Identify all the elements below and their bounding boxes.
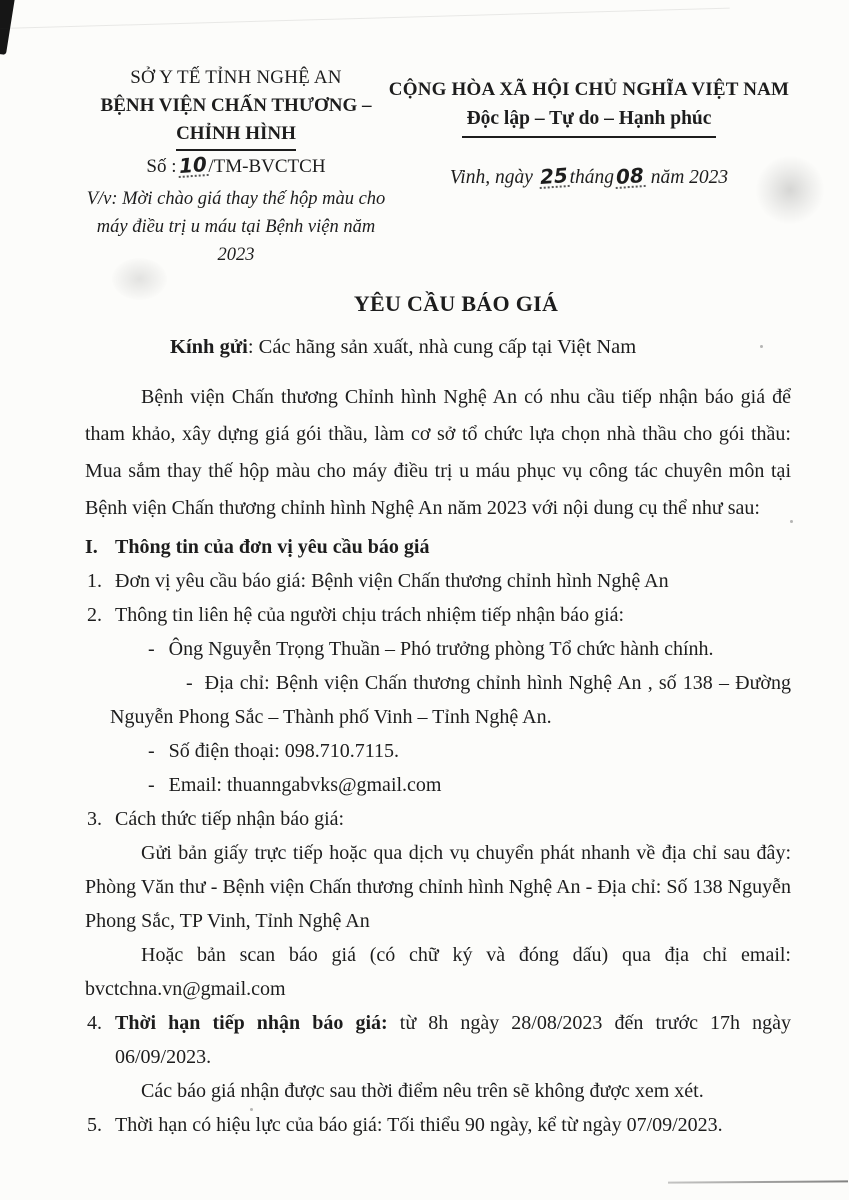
page-title: YÊU CẦU BÁO GIÁ	[353, 291, 559, 316]
list-item-1: 1. Đơn vị yêu cầu báo giá: Bệnh viện Chấn thương chỉnh hình Nghệ An	[87, 570, 669, 592]
handwritten-month: 08	[615, 163, 645, 189]
scan-corner-mark	[0, 0, 16, 55]
salutation: Kính gửi: Các hãng sản xuất, nhà cung cấp tại Việt Nam	[170, 336, 637, 358]
contact-email-line: - Email: thuanngabvks@gmail.com	[148, 774, 442, 796]
document-content	[85, 64, 791, 1142]
national-header-block	[387, 64, 791, 191]
place-date-line: Vinh, ngày 25tháng08 năm 2023	[449, 163, 729, 189]
salutation-label: Kính gửi	[170, 336, 248, 358]
deadline-label: Thời hạn tiếp nhận báo giá:	[115, 1012, 388, 1034]
document-number: Số :10/TM-BVCTCH	[146, 152, 326, 178]
hospital-name-line1: BỆNH VIỆN CHẤN THƯƠNG –	[100, 95, 372, 116]
subject-line: V/v: Mời chào giá thay thế hộp màu cho máy điều trị u máu tại Bệnh viện năm 2023	[86, 189, 386, 265]
handwritten-day: 25	[538, 163, 569, 189]
issuer-block	[85, 64, 387, 269]
contact-phone-line: - Số điện thoại: 098.710.7115.	[148, 740, 400, 762]
list-item-3: 3. Cách thức tiếp nhận báo giá:	[87, 808, 345, 830]
handwritten-doc-number: 10	[177, 152, 208, 178]
scan-streak	[668, 1180, 848, 1183]
contact-address-line: - Địa chỉ: Bệnh viện Chấn thương chỉnh hình Nghệ An , số 138 – Đường Nguyễn Phong Sắc – Thành phố Vinh – Tỉnh Nghệ An.	[110, 672, 791, 728]
list-item-2: 2. Thông tin liên hệ của người chịu trách nhiệm tiếp nhận báo giá:	[87, 604, 625, 626]
intro-paragraph: Bệnh viện Chấn thương Chỉnh hình Nghệ An có nhu cầu tiếp nhận báo giá để tham khảo, xây dựng giá gói thầu, làm cơ sở tổ chức lựa chọn nhà thầu cho gói thầu: Mua sắm thay thế hộp màu cho máy điều trị u máu phục vụ công tác chuyên môn tại Bệnh viện Chấn thương chỉnh hình Nghệ An năm 2023 với nội dung cụ thể như sau:	[85, 386, 791, 519]
independence-motto: Độc lập – Tự do – Hạnh phúc	[462, 106, 717, 138]
department-name: SỞ Y TẾ TỈNH NGHỆ AN	[130, 67, 342, 88]
contact-person-line: - Ông Nguyễn Trọng Thuần – Phó trưởng phòng Tổ chức hành chính.	[148, 638, 714, 660]
delivery-scan-paragraph: Hoặc bản scan báo giá (có chữ ký và đóng dấu) qua địa chỉ email: bvctchna.vn@gmail.com	[85, 944, 791, 1000]
scan-line-artifact	[0, 8, 730, 29]
list-item-5: 5. Thời hạn có hiệu lực của báo giá: Tối thiểu 90 ngày, kể từ ngày 07/09/2023.	[87, 1114, 723, 1136]
delivery-paper-paragraph: Gửi bản giấy trực tiếp hoặc qua dịch vụ chuyển phát nhanh về địa chỉ sau đây: Phòng Văn thư - Bệnh viện Chấn thương chỉnh hình Nghệ An - Địa chỉ: Số 138 Nguyễn Phong Sắc, TP Vinh, Tỉnh Nghệ An	[85, 842, 791, 932]
section-heading: I. Thông tin của đơn vị yêu cầu báo giá	[85, 536, 430, 558]
hospital-name-line2: CHỈNH HÌNH	[85, 120, 387, 151]
late-quote-note: Các báo giá nhận được sau thời điểm nêu trên sẽ không được xem xét.	[141, 1080, 704, 1102]
country-motto-line: CỘNG HÒA XÃ HỘI CHỦ NGHĨA VIỆT NAM	[388, 79, 790, 100]
list-item-4: 4. Thời hạn tiếp nhận báo giá: từ 8h ngày 28/08/2023 đến trước 17h ngày 06/09/2023.	[87, 1012, 792, 1068]
document-header	[85, 64, 791, 269]
